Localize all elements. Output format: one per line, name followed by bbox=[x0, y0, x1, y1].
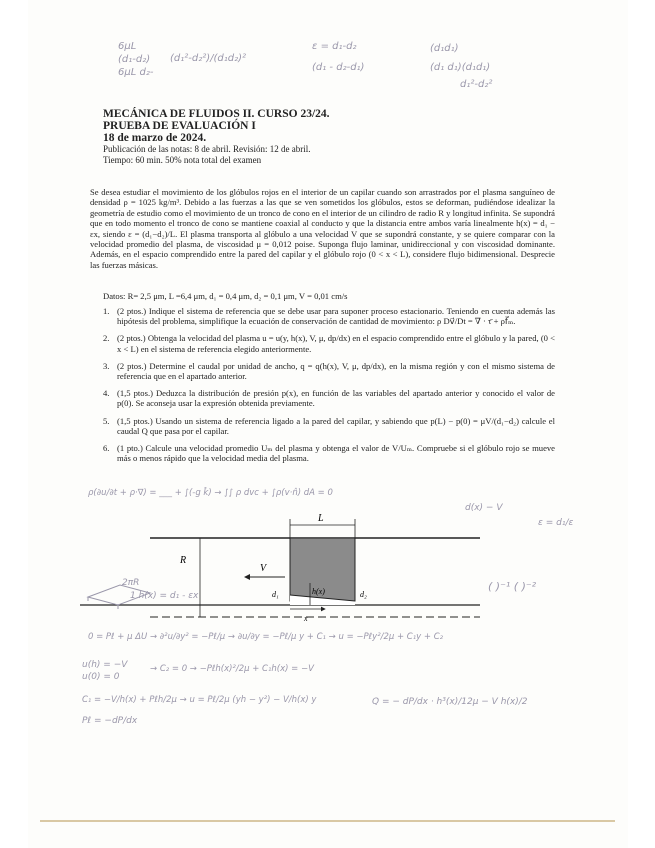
hw-sketch-2piR: 2πR bbox=[122, 578, 140, 588]
exam-date: 18 de marzo de 2024. bbox=[103, 132, 207, 144]
question-item bbox=[103, 443, 555, 463]
question-item bbox=[103, 388, 555, 408]
handwritten-fraction: (d₁²-d₂²)/(d₁d₂)² bbox=[170, 53, 247, 64]
hw-derivation-line-3: C₁ = −V/h(x) + Pℓh/2μ → u = Pℓ/2μ (yh − y²) − V/h(x) y bbox=[82, 695, 317, 705]
question-text: (2 ptos.) Determine el caudal por unidad de ancho, q = q(h(x), V, μ, dp/dx), en la misma región y con el mismo sistema de referencia que en el apartado anterior. bbox=[117, 360, 555, 382]
question-number: 5. bbox=[103, 415, 110, 426]
given-data: Datos: R= 2,5 μm, L =6,4 μm, d₁ = 0,4 μm, d₂ = 0,1 μm, V = 0,01 cm/s bbox=[103, 291, 348, 301]
hw-left-3: 6μL d₂- bbox=[118, 67, 154, 78]
question-text: (2 ptos.) Indique el sistema de referencia que se debe usar para suponer proceso estacionario. Teniendo en cuenta además las hipótesis del problema, simplifique la ecuación de conservación de cantidad de movimiento: ρ Dv⃗/Dt = ∇ · τ̄ + ρf⃗ₘ. bbox=[117, 306, 555, 327]
hw-mid-2: (d₁ - d₂-d₁) bbox=[312, 62, 365, 73]
capillary-diagram bbox=[80, 505, 525, 625]
handwritten-note-top-right bbox=[430, 42, 492, 91]
label-d1: d₁ bbox=[272, 590, 279, 599]
hw-left-2: (d₁-d₂) bbox=[118, 54, 151, 65]
test-title: PRUEBA DE EVALUACIÓN I bbox=[103, 120, 256, 132]
question-item bbox=[103, 306, 555, 326]
time-info: Tiempo: 60 min. 50% nota total del examen bbox=[103, 154, 262, 165]
course-title: MECÁNICA DE FLUIDOS II. CURSO 23/24. bbox=[103, 108, 330, 120]
label-L: L bbox=[318, 513, 324, 524]
question-list bbox=[103, 306, 555, 470]
label-x: x bbox=[304, 614, 308, 623]
question-number: 4. bbox=[103, 388, 110, 399]
hw-pressure-gradient: Pℓ = −dP/dx bbox=[82, 716, 138, 726]
hw-right-3: d₁²-d₂² bbox=[460, 79, 493, 90]
question-number: 6. bbox=[103, 443, 110, 454]
handwritten-note-top-mid bbox=[312, 40, 364, 74]
question-text: (2 ptos.) Obtenga la velocidad del plasma u = u(y, h(x), V, μ, dp/dx) en el espacio comprendido entre el glóbulo y la pared, (0 < x < L) en el sistema de referencia elegido anteriormente. bbox=[117, 333, 555, 354]
exam-header bbox=[103, 108, 563, 165]
handwritten-note-top-left bbox=[118, 40, 153, 79]
hw-note-dx: d(x) − V bbox=[465, 503, 503, 513]
question-text: (1,5 ptos.) Usando un sistema de referencia ligado a la pared del capilar, y sabiendo que p(L) − p(0) = μV/(d₁−d₂) calcule el caudal Q que pasa por el capilar. bbox=[117, 415, 555, 436]
hw-flow-rate: Q = − dP/dx · h³(x)/12μ − V h(x)/2 bbox=[372, 697, 528, 707]
question-item bbox=[103, 361, 555, 381]
label-d2: d₂ bbox=[360, 590, 367, 599]
hw-bc-1: u(h) = −V bbox=[82, 660, 128, 670]
hw-left-1: 6μL bbox=[118, 41, 137, 52]
hw-right-1: (d₁d₁) bbox=[430, 43, 459, 54]
hw-derivation-line-1: 0 = Pℓ + μ ΔU → ∂²u/∂y² = −Pℓ/μ → ∂u/∂y = −Pℓ/μ y + C₁ → u = −Pℓy²/2μ + C₁y + C₂ bbox=[88, 632, 444, 642]
hw-right-2: (d₁ d₁)(d₁d₁) bbox=[430, 62, 491, 73]
hw-bc-2: u(0) = 0 bbox=[82, 672, 120, 682]
label-R: R bbox=[180, 555, 187, 566]
hw-derivation-line-2: → C₂ = 0 → −Pℓh(x)²/2μ + C₁h(x) = −V bbox=[150, 664, 314, 674]
label-V: V bbox=[260, 563, 267, 574]
publication-info: Publicación de las notas: 8 de abril. Revisión: 12 de abril. bbox=[103, 144, 311, 154]
problem-statement: Se desea estudiar el movimiento de los glóbulos rojos en el interior de un capilar cuando son arrastrados por el plasma sanguíneo de densidad ρ = 1025 kg/m³. Debido a las fuerzas a las que se ven sometidos los glóbulos, estos se deforman, pudiéndose idealizar la geometría de estudio como el movimiento de un tronco de cono en el interior de un cilindro de radio R y longitud infinita. Se supondrá que en todo momento el tronco de cono se mantiene coaxial al conducto y que la distancia entre ambos varía linealmente h(x) = d₁ − εx, siendo ε = (d₁−d₂)/L. El plasma transporta al glóbulo a una velocidad V que se supondrá constante, y se quiere comparar con la velocidad promedio del plasma, de viscosidad μ = 0,012 poise. Suponga flujo laminar, unidireccional y con viscosidad dominante. Además, en el espacio comprendido entre la pared del capilar y el glóbulo rojo (0 < x < L), considere flujo bidimensional. Desprecie las fuerzas másicas. bbox=[90, 187, 555, 270]
question-text: (1,5 ptos.) Deduzca la distribución de presión p(x), en función de las variables del apartado anterior y conocido el valor de p(0). Se aconseja usar la expresión obtenida previamente. bbox=[117, 388, 555, 409]
hw-powers: ( )⁻¹ ( )⁻² bbox=[488, 580, 537, 593]
page-bottom-edge bbox=[40, 820, 615, 822]
question-number: 3. bbox=[103, 360, 110, 371]
hw-note-eps: ε = d₁/ε bbox=[538, 518, 574, 528]
hw-momentum-equation: ρ(∂u/∂t + ρ·∇) = ___ + ∫(-g k̂) → ∫∫ ρ dvc + ∫ρ(v·n̂) dA = 0 bbox=[88, 488, 333, 498]
question-number: 2. bbox=[103, 333, 110, 344]
label-hx: h(x) bbox=[312, 587, 325, 596]
question-number: 1. bbox=[103, 306, 110, 316]
hw-sketch-hx: 1 h(x) = d₁ - εx bbox=[130, 591, 199, 601]
hw-mid-1: ε = d₁-d₂ bbox=[312, 41, 357, 52]
question-item bbox=[103, 333, 555, 353]
question-item bbox=[103, 416, 555, 436]
question-text: (1 pto.) Calcule una velocidad promedio Uₘ del plasma y obtenga el valor de V/Uₘ. Compruebe si el glóbulo rojo se mueve más o menos rápido que la velocidad media del plasma. bbox=[117, 443, 555, 464]
